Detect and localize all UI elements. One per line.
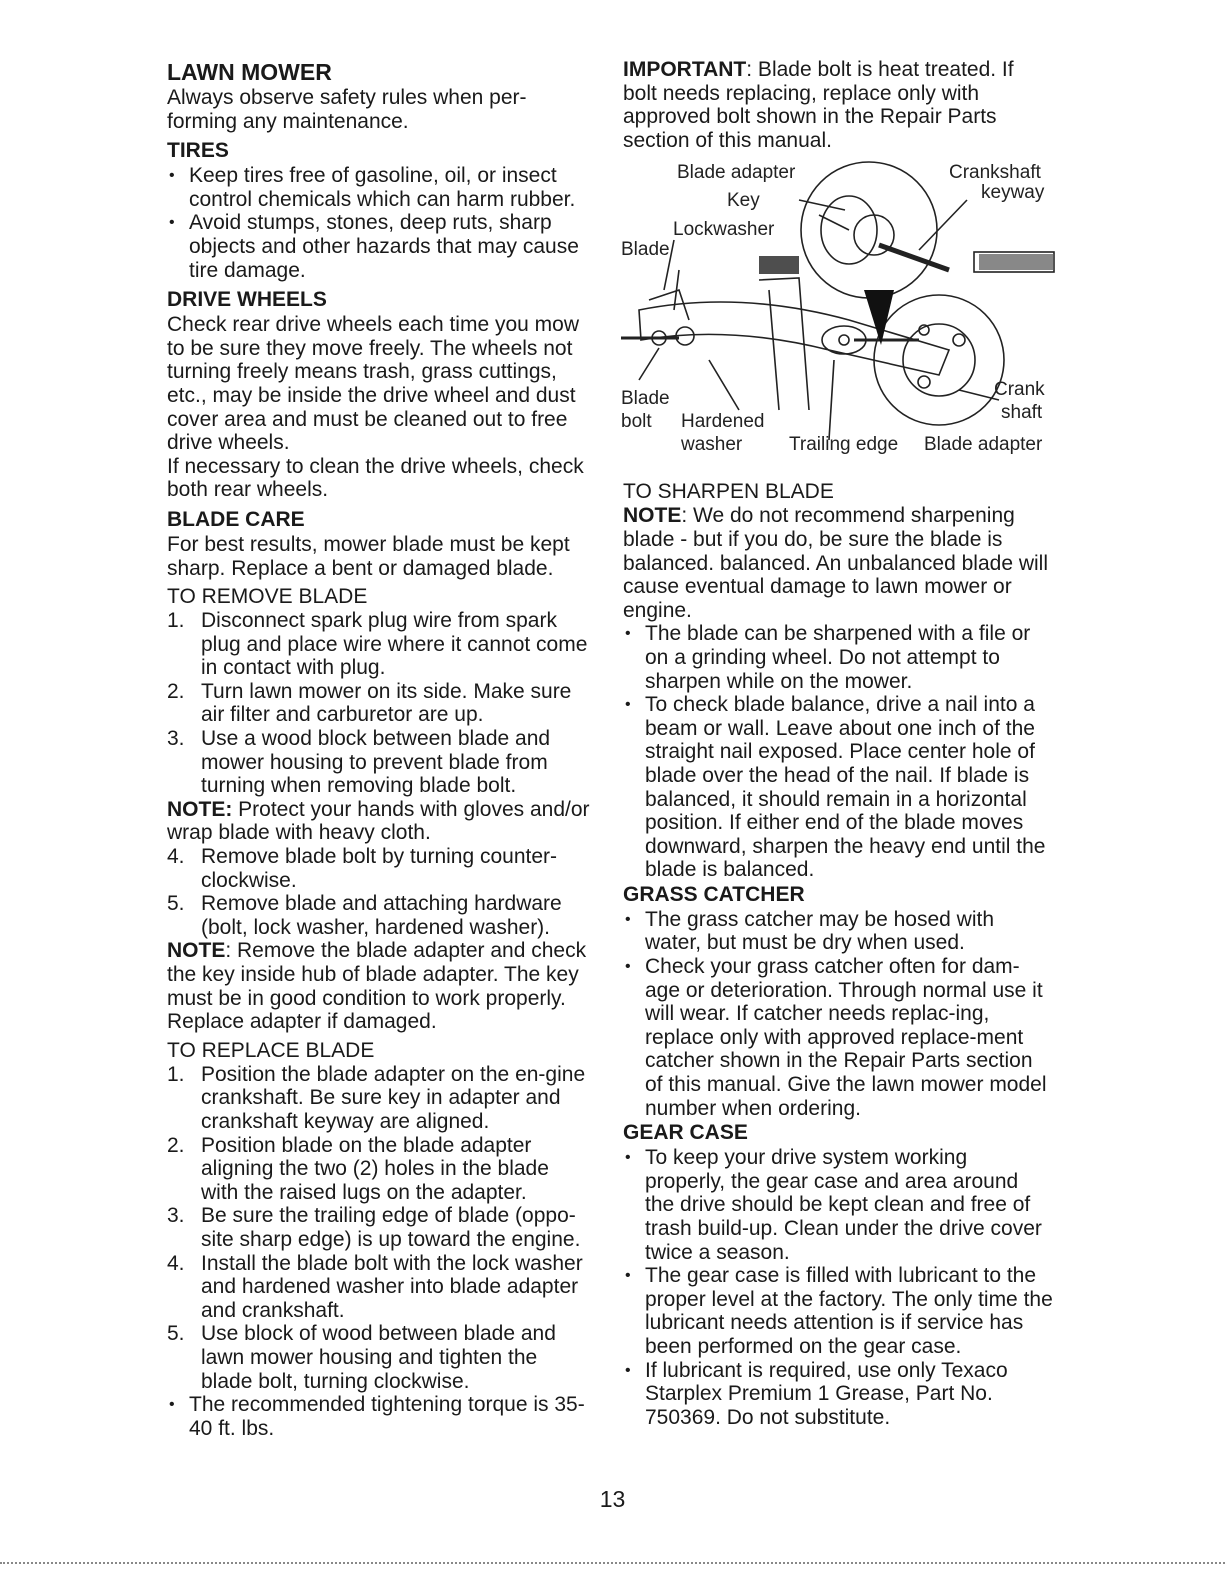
replace-steps — [167, 1063, 592, 1393]
replace-blade-heading: TO REPLACE BLADE — [167, 1038, 375, 1062]
bottom-divider — [0, 1562, 1225, 1564]
gear-case-heading: GEAR CASE — [623, 1121, 748, 1145]
blade-care-heading: BLADE CARE — [167, 507, 305, 531]
step-text: Use block of wood between blade and lawn mower housing and tighten the blade bolt, turning clockwise. — [201, 1322, 556, 1393]
torque-list — [167, 1393, 592, 1440]
list-item: • Keep tires free of gasoline, oil, or insect control chemicals which can harm rubber. — [167, 164, 592, 211]
step-text: Install the blade bolt with the lock washer and hardened washer into blade adapter and crankshaft. — [201, 1251, 583, 1322]
remove-blade-heading: TO REMOVE BLADE — [167, 585, 368, 609]
step-number: 5. — [167, 1322, 185, 1346]
sharpen-blade-heading: TO SHARPEN BLADE — [623, 480, 834, 504]
tires-heading: TIRES — [167, 139, 229, 163]
step-text: Position blade on the blade adapter aligning the two (2) holes in the blade with the raised lugs on the adapter. — [201, 1133, 549, 1204]
blade-assembly-diagram — [619, 160, 1059, 475]
step-number: 3. — [167, 727, 185, 751]
note-text: : Remove the blade adapter and check the key inside hub of blade adapter. The key must be in good condition to work properly. Replace adapter if damaged. — [167, 939, 587, 1034]
list-item — [167, 680, 592, 727]
note-label: NOTE: — [167, 797, 233, 821]
list-item: • The recommended tightening torque is 35-40 ft. lbs. — [167, 1393, 592, 1440]
step-text: Use a wood block between blade and mower housing to prevent blade from turning when removing blade bolt. — [201, 727, 551, 798]
gear-case-list — [623, 1146, 1053, 1429]
step-number: 5. — [167, 892, 185, 916]
step-text: Position the blade adapter on the en-gine crankshaft. Be sure key in adapter and crankshaft keyway are aligned. — [201, 1062, 586, 1133]
label-lockwasher: Lockwasher — [673, 219, 775, 241]
step-text: Turn lawn mower on its side. Make sure air filter and carburetor are up. — [201, 679, 572, 727]
list-item: • To keep your drive system working properly, the gear case and area around the drive should be kept clean and free of trash build-up. Clean under the drive cover twice a season. — [623, 1146, 1053, 1264]
list-item: • Check your grass catcher often for dam-age or deterioration. Through normal use it will wear. If catcher needs replac-ing, replace only with approved replace-ment catcher shown in the Repair Parts section of this manual. Give the lawn mower model number when ordering. — [623, 955, 1053, 1120]
note-adapter — [167, 939, 592, 1033]
important-text: : Blade bolt is heat treated. If bolt needs replacing, replace only with approved bolt shown in the Repair Parts section of this manual. — [623, 58, 1014, 152]
step-number: 2. — [167, 679, 185, 703]
list-item — [167, 1134, 592, 1205]
list-item — [167, 845, 592, 892]
list-item: • The gear case is filled with lubricant to the proper level at the factory. The only time the lubricant needs attention is if service has been performed on the gear case. — [623, 1264, 1053, 1358]
grass-catcher-list — [623, 908, 1053, 1120]
label-hardened: Hardened — [681, 411, 765, 433]
remove-steps — [167, 609, 592, 798]
step-text: Disconnect spark plug wire from spark plug and place wire where it cannot come in contact with plug. — [201, 609, 588, 680]
tires-list — [167, 164, 592, 282]
label-blade-bottom: Blade — [621, 388, 670, 410]
grass-catcher-heading: GRASS CATCHER — [623, 882, 805, 906]
label-trailing-edge: Trailing edge — [789, 434, 899, 456]
remove-steps-2 — [167, 845, 592, 939]
drive-wheels-text-2: If necessary to clean the drive wheels, check both rear wheels. — [167, 454, 584, 502]
sharpen-list — [623, 622, 1053, 882]
step-text: Be sure the trailing edge of blade (oppo-site sharp edge) is up toward the engine. — [201, 1204, 581, 1251]
step-text: Remove blade and attaching hardware (bolt, lock washer, hardened washer). — [201, 892, 562, 939]
label-key: Key — [727, 190, 760, 212]
list-item — [167, 727, 592, 798]
list-item: • Avoid stumps, stones, deep ruts, sharp objects and other hazards that may cause tire damage. — [167, 211, 592, 282]
step-number: 1. — [167, 609, 185, 633]
list-item — [167, 1063, 592, 1134]
label-crank: Crank — [994, 379, 1045, 401]
sharpen-note — [623, 504, 1053, 622]
label-keyway: keyway — [981, 182, 1045, 204]
blade-care-text: For best results, mower blade must be kept sharp. Replace a bent or damaged blade. — [167, 532, 570, 580]
label-blade-adapter-top: Blade adapter — [677, 162, 796, 184]
note-label: NOTE — [167, 939, 226, 963]
list-item — [167, 1322, 592, 1393]
step-number: 1. — [167, 1062, 185, 1086]
step-number: 2. — [167, 1133, 185, 1157]
label-blade-adapter-bottom: Blade adapter — [924, 434, 1043, 456]
step-number: 4. — [167, 1251, 185, 1275]
note-text: : We do not recommend sharpening blade - but if you do, be sure the blade is balanced. balanced. An unbalanced blade will cause eventual damage to lawn mower or engine. — [623, 504, 1048, 622]
drive-wheels-heading: DRIVE WHEELS — [167, 288, 327, 312]
lawn-mower-text: Always observe safety rules when per-forming any maintenance. — [167, 86, 527, 133]
label-washer: washer — [681, 434, 743, 456]
label-shaft: shaft — [1001, 402, 1043, 424]
list-item: • If lubricant is required, use only Texaco Starplex Premium 1 Grease, Part No. 750369. Do not substitute. — [623, 1359, 1053, 1430]
left-column — [167, 58, 592, 1440]
drive-wheels-text: Check rear drive wheels each time you mow to be sure they move freely. The wheels not turning freely means trash, grass cuttings, etc., may be inside the drive wheel and dust cover area and must be cleaned out to free drive wheels. — [167, 313, 580, 455]
list-item — [167, 892, 592, 939]
note-text: Protect your hands with gloves and/or wrap blade with heavy cloth. — [167, 797, 590, 845]
label-blade-top: Blade — [621, 239, 670, 261]
list-item: • To check blade balance, drive a nail into a beam or wall. Leave about one inch of the straight nail exposed. Place center hole of blade over the head of the nail. If blade is balanced, it should remain in a horizontal position. If either end of the blade moves downward, sharpen the heavy end until the blade is balanced. — [623, 693, 1053, 882]
list-item: • The grass catcher may be hosed with water, but must be dry when used. — [623, 908, 1053, 955]
label-bolt: bolt — [621, 411, 652, 433]
step-text: Remove blade bolt by turning counter-clockwise. — [201, 845, 558, 892]
list-item — [167, 1204, 592, 1251]
label-crankshaft: Crankshaft — [949, 162, 1041, 184]
important-label: IMPORTANT — [623, 58, 747, 81]
list-item: • The blade can be sharpened with a file or on a grinding wheel. Do not attempt to sharpen while on the mower. — [623, 622, 1053, 693]
step-number: 3. — [167, 1204, 185, 1228]
right-column — [623, 58, 1053, 1429]
note-gloves — [167, 798, 592, 845]
note-label: NOTE — [623, 504, 682, 528]
page-number: 13 — [599, 1486, 626, 1512]
step-number: 4. — [167, 845, 185, 869]
list-item — [167, 609, 592, 680]
list-item — [167, 1252, 592, 1323]
important-note — [623, 58, 1053, 152]
lawn-mower-heading: LAWN MOWER — [167, 59, 332, 85]
